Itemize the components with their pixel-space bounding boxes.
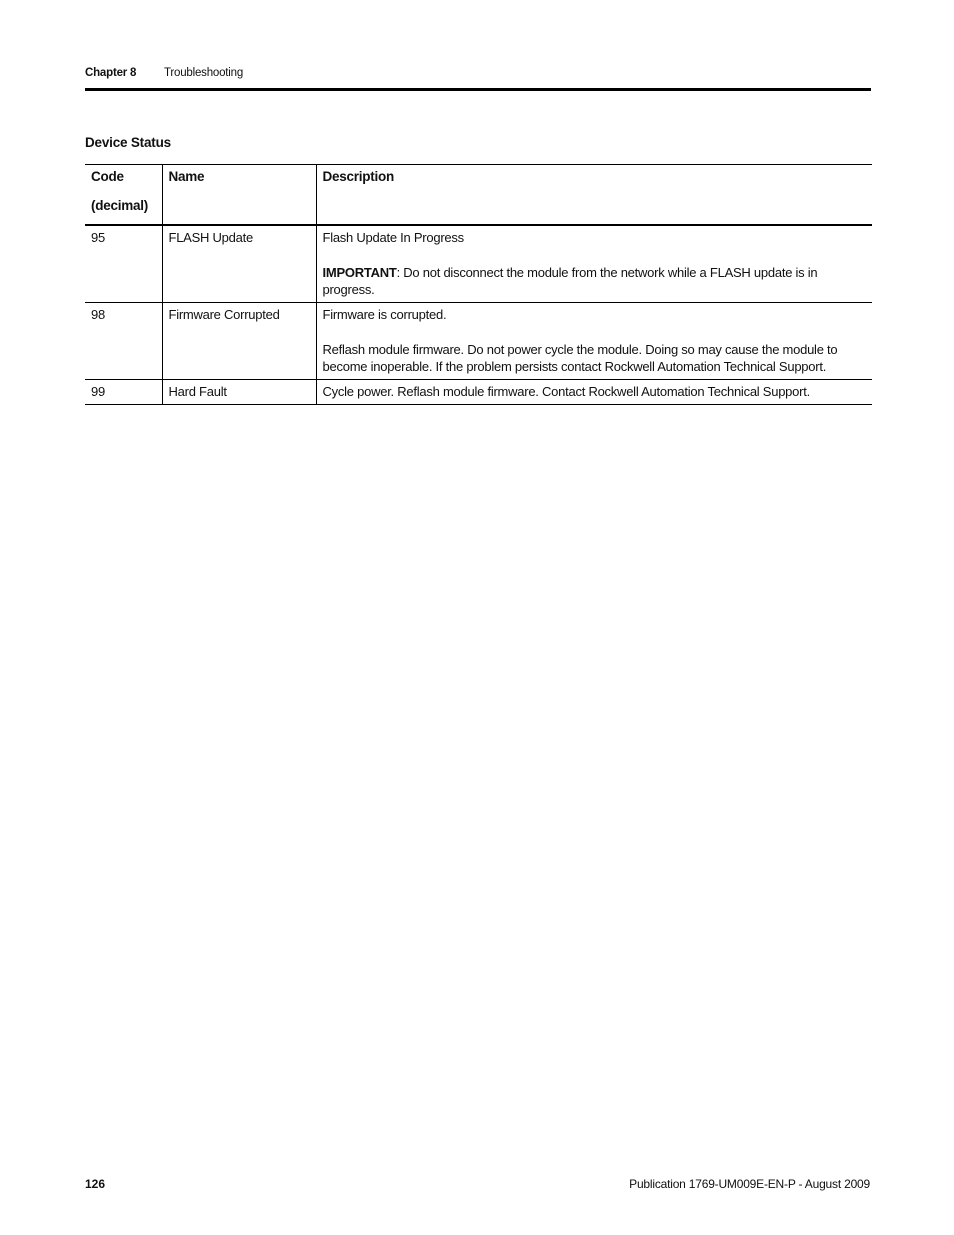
header-code-sub: (decimal) — [91, 198, 149, 213]
publication-info: Publication 1769-UM009E-EN-P - August 2009 — [629, 1177, 870, 1191]
cell-name: Hard Fault — [162, 379, 316, 404]
cell-code: 98 — [85, 302, 162, 379]
cell-name: Firmware Corrupted — [162, 302, 316, 379]
description-note: Reflash module firmware. Do not power cycle the module. Doing so may cause the module to become inoperable. If the problem persists contact Rockwell Automation Technical Support. — [322, 341, 838, 374]
important-label: IMPORTANT — [322, 264, 397, 280]
table-header-row — [85, 165, 872, 225]
header-code — [85, 165, 162, 225]
cell-description — [316, 225, 872, 303]
header-code-label: Code — [91, 169, 124, 184]
page-header — [85, 66, 871, 91]
cell-code: 99 — [85, 379, 162, 404]
description-line: Firmware is corrupted. — [322, 306, 447, 322]
cell-description — [316, 302, 872, 379]
table-row — [85, 379, 872, 404]
cell-description: Cycle power. Reflash module firmware. Contact Rockwell Automation Technical Support. — [322, 383, 810, 399]
important-text: : Do not disconnect the module from the network while a FLASH update is in progress. — [322, 264, 818, 297]
cell-name: FLASH Update — [162, 225, 316, 303]
cell-code: 95 — [85, 225, 162, 303]
device-status-table — [85, 164, 872, 405]
header-description: Description — [322, 169, 395, 184]
description-note — [323, 264, 867, 298]
page-number: 126 — [85, 1177, 106, 1191]
header-name: Name — [162, 165, 316, 225]
chapter-label: Chapter 8 — [85, 67, 137, 79]
table-row — [85, 225, 872, 303]
table-row — [85, 302, 872, 379]
chapter-title: Troubleshooting — [164, 67, 244, 79]
description-line: Flash Update In Progress — [322, 229, 464, 245]
section-title: Device Status — [85, 135, 171, 150]
